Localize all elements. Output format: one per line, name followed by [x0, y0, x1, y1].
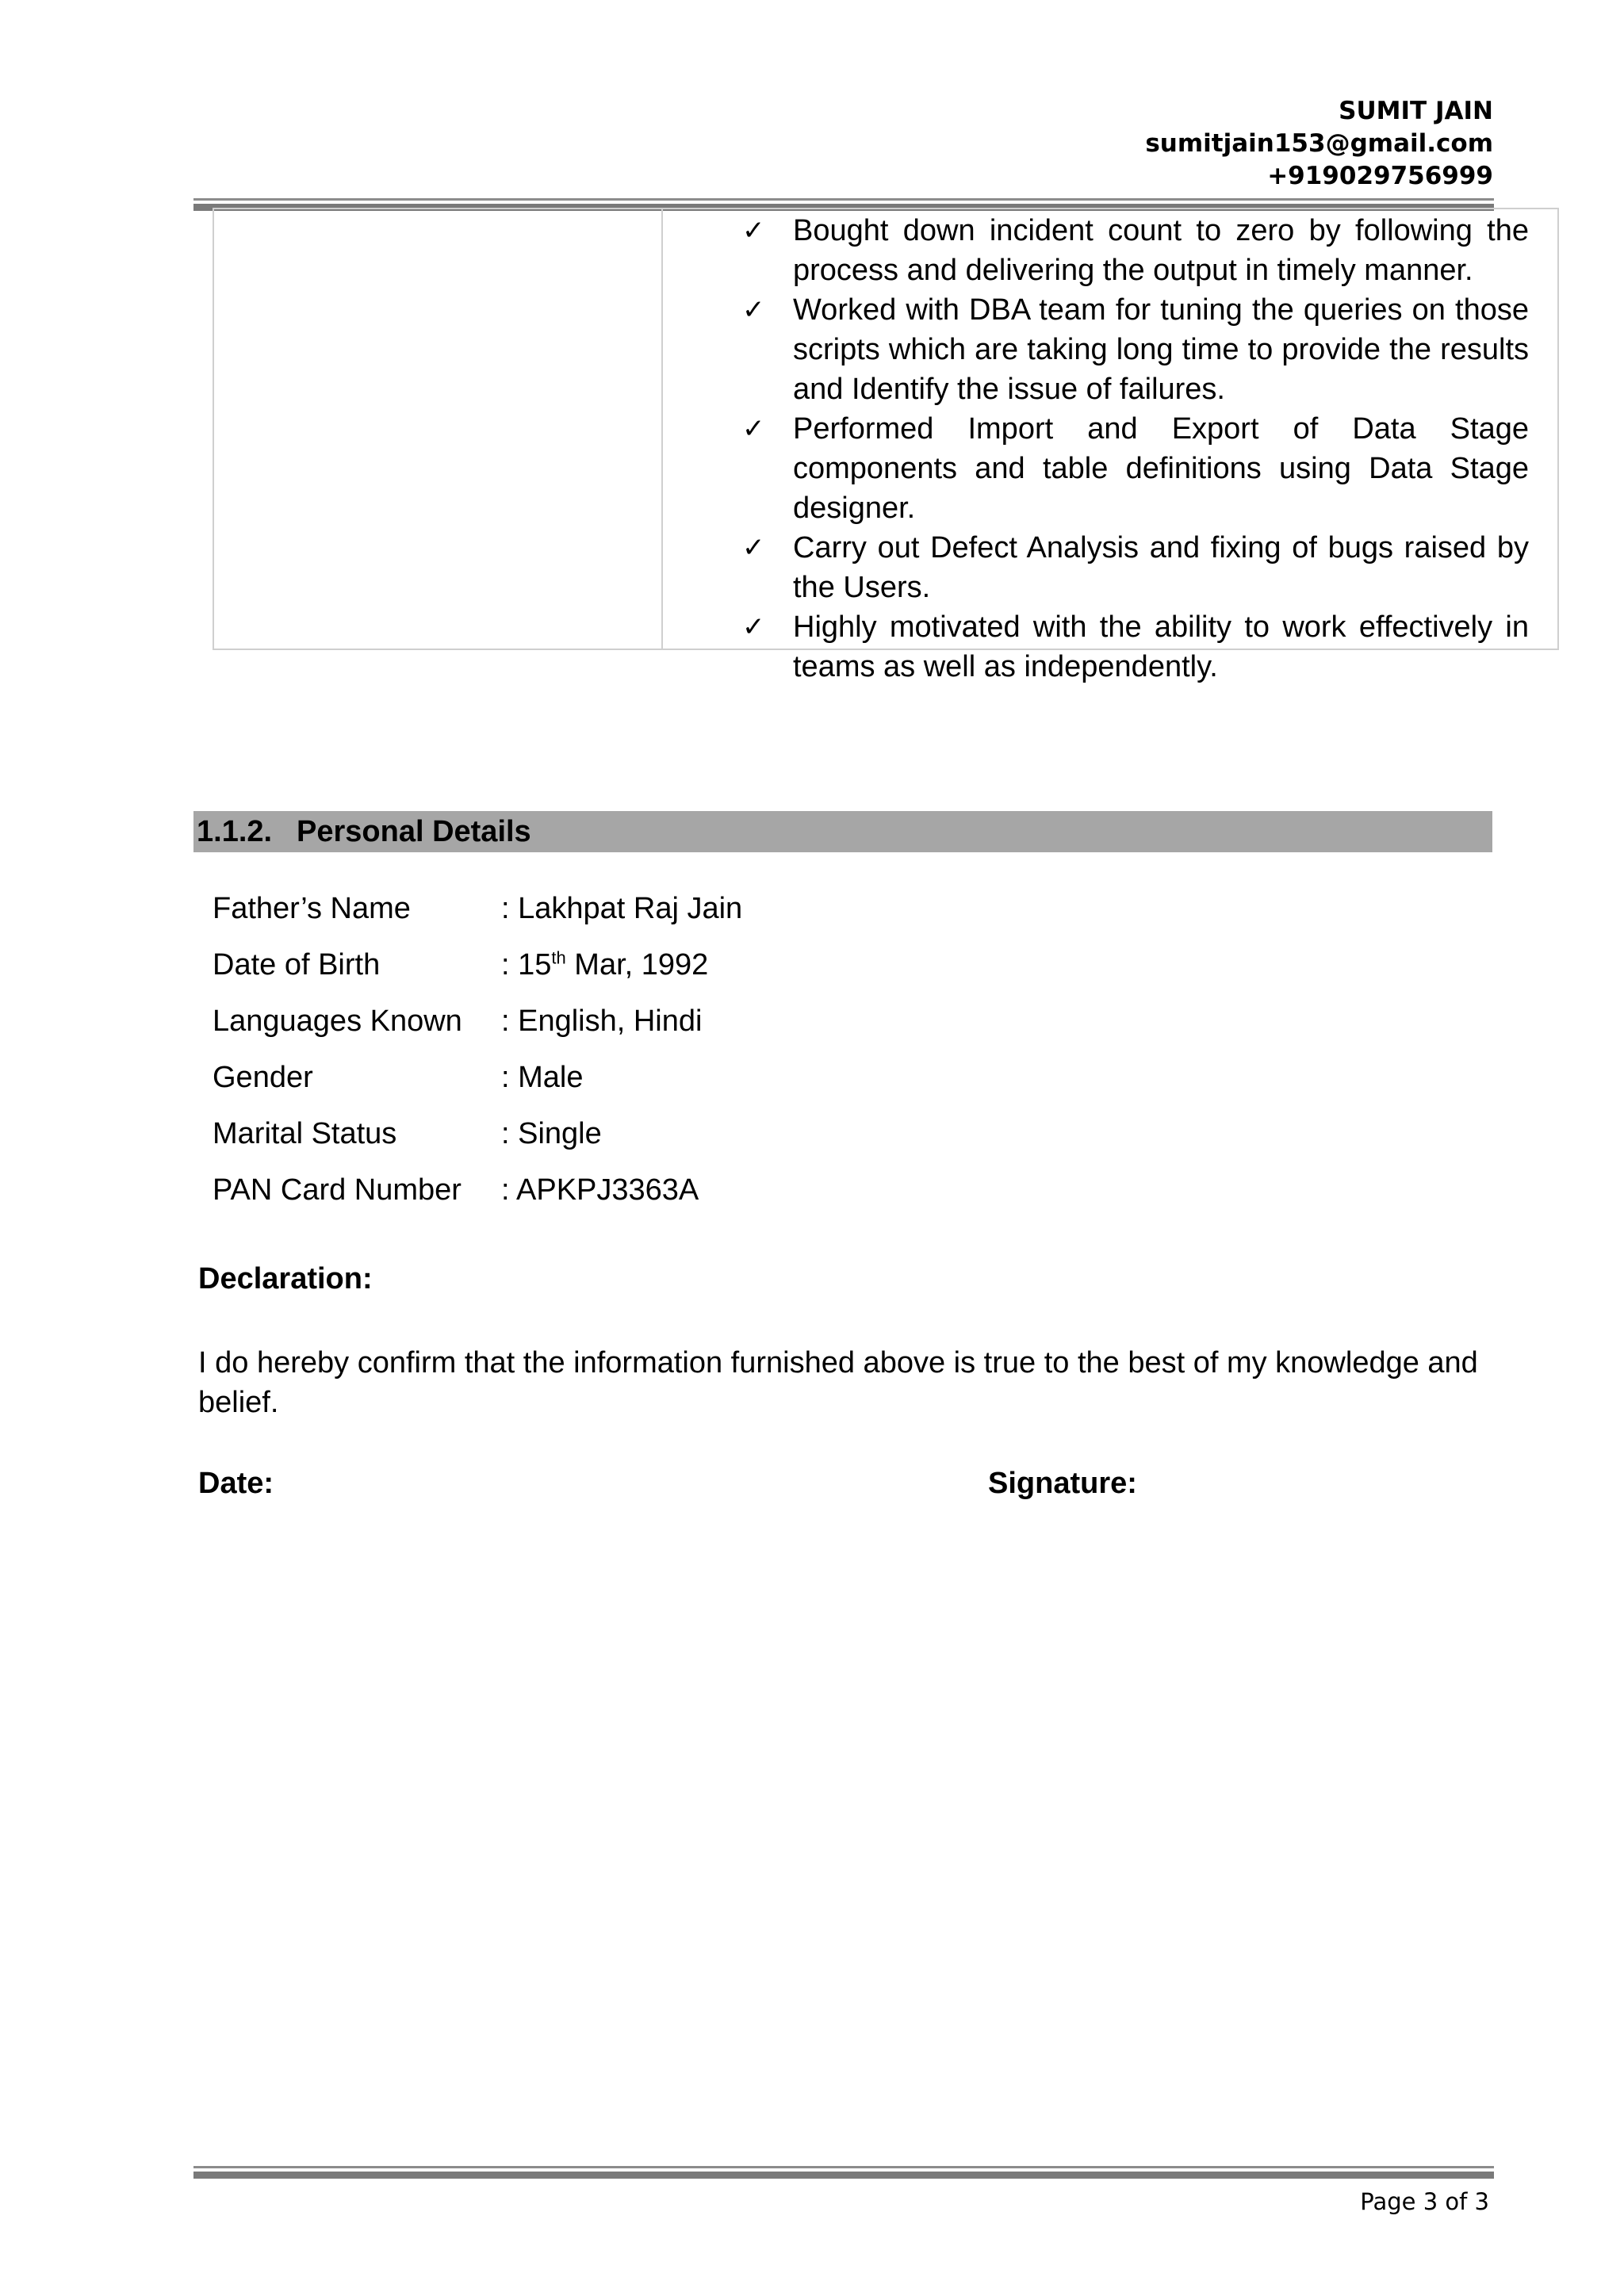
checkmark-icon: ✓ — [742, 413, 765, 445]
list-item-text: Performed Import and Export of Data Stage components and table definitions using Data Stage designer. — [793, 412, 1529, 525]
detail-value: : English, Hindi — [501, 1004, 703, 1038]
detail-label: Languages Known — [213, 1004, 462, 1038]
signature-label: Signature: — [988, 1467, 1137, 1500]
detail-row-fathers-name — [213, 886, 1164, 943]
detail-value: : APKPJ3363A — [501, 1173, 699, 1207]
dob-month-year: Mar, 1992 — [565, 948, 709, 982]
list-item — [730, 528, 1529, 607]
detail-row-date-of-birth — [213, 943, 1164, 999]
footer-rule — [193, 2166, 1494, 2179]
checkmark-icon: ✓ — [742, 215, 765, 247]
list-item — [730, 211, 1529, 290]
candidate-phone: +919029756999 — [1267, 162, 1493, 190]
detail-value: : Male — [501, 1061, 584, 1094]
declaration-text: I do hereby confirm that the information furnished above is true to the best of my knowledge and belief. — [198, 1346, 1478, 1419]
personal-details-list — [213, 886, 1164, 1224]
responsibility-list — [730, 211, 1529, 687]
detail-label: Gender — [213, 1061, 313, 1094]
candidate-email[interactable]: sumitjain153@gmail.com — [1145, 129, 1493, 158]
list-item — [730, 607, 1529, 687]
declaration-title: Declaration: — [198, 1262, 373, 1295]
resume-header — [1145, 95, 1493, 193]
detail-value: : Single — [501, 1117, 602, 1150]
table-column-divider — [661, 209, 663, 649]
section-number: 1.1.2. — [197, 815, 273, 848]
list-item-text: Carry out Defect Analysis and fixing of bugs raised by the Users. — [793, 531, 1529, 604]
detail-label: Father’s Name — [213, 892, 411, 925]
detail-label: PAN Card Number — [213, 1173, 462, 1207]
list-item-text: Worked with DBA team for tuning the queries on those scripts which are taking long time to provide the results and Identify the issue of failures. — [793, 293, 1529, 406]
detail-row-pan-card — [213, 1168, 1164, 1224]
responsibilities-table — [213, 208, 1559, 683]
list-item — [730, 290, 1529, 409]
page-number: Page 3 of 3 — [1360, 2188, 1489, 2215]
list-item-text: Bought down incident count to zero by following the process and delivering the output in timely manner. — [793, 214, 1529, 287]
detail-row-marital-status — [213, 1112, 1164, 1168]
date-label: Date: — [198, 1467, 274, 1500]
dob-ordinal: th — [551, 947, 566, 968]
detail-label: Marital Status — [213, 1117, 397, 1150]
personal-details-heading — [193, 811, 1492, 852]
dob-day: : 15 — [501, 948, 552, 982]
checkmark-icon: ✓ — [742, 532, 765, 564]
checkmark-icon: ✓ — [742, 294, 765, 326]
detail-row-languages — [213, 999, 1164, 1055]
list-item — [730, 409, 1529, 528]
candidate-name: SUMIT JAIN — [1339, 97, 1493, 125]
checkmark-icon: ✓ — [742, 611, 765, 643]
detail-label: Date of Birth — [213, 948, 381, 982]
detail-row-gender — [213, 1055, 1164, 1112]
detail-value: : Lakhpat Raj Jain — [501, 892, 743, 925]
section-title: Personal Details — [297, 815, 531, 848]
list-item-text: Highly motivated with the ability to work effectively in teams as well as independently. — [793, 610, 1529, 683]
detail-value — [501, 943, 708, 987]
